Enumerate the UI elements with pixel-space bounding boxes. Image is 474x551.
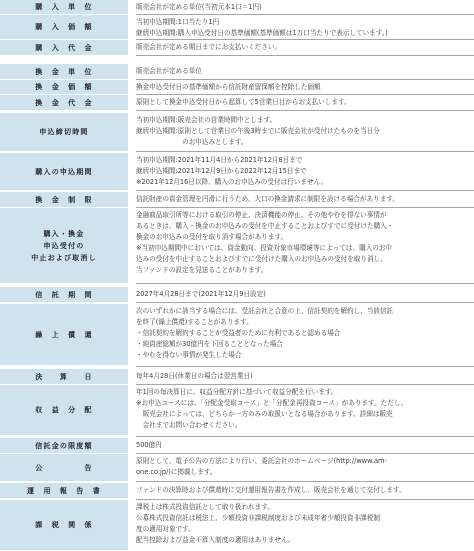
row-value: 信託財産の資金管理を円滑に行うため、大口の換金請求に制限を設ける場合があります。 bbox=[136, 195, 399, 203]
row-purchase-unit bbox=[0, 0, 474, 14]
row-management-report bbox=[0, 483, 474, 498]
divider bbox=[136, 481, 474, 482]
row-label: 換 金 価 額 bbox=[0, 80, 128, 94]
row-label: 購 入 単 位 bbox=[0, 0, 128, 14]
row-label: 公 告 bbox=[0, 454, 128, 481]
divider bbox=[136, 283, 474, 284]
divider bbox=[136, 94, 474, 95]
row-redemption-unit bbox=[0, 64, 474, 79]
row-value: 金融商品取引所等における取引の停止、決済機能の停止、その他やむを得ない事情が あるときは、購入・換金のお申込みの受付を中止することおよびすでに受付けた購入・ 換金のお申込みの受付を取り消す場合があります。 ※当初申込期間中においては、資金動向、投資対象市場環境等によっては、購入のお申 込みの受付を中止することおよびすでに受付けた購入のお申込みの受付を取り消し、 当ファンドの設定を見送ることがあります。 bbox=[136, 211, 394, 274]
row-label: 購 入 代 金 bbox=[0, 40, 128, 55]
row-label: 申込締切時間 bbox=[0, 113, 128, 151]
divider bbox=[136, 384, 474, 385]
row-early-redemption bbox=[0, 304, 474, 365]
divider bbox=[136, 366, 474, 367]
row-distribution bbox=[0, 385, 474, 435]
row-value: 換金申込受付日の基準価額から信託財産留保額を控除した価額 bbox=[136, 83, 321, 91]
row-value: ファンドの決算時および償還時に交付運用報告書を作成し、販売会社を通じて交付します。 bbox=[136, 486, 406, 494]
row-label: 換 金 代 金 bbox=[0, 95, 128, 110]
row-value: 原則として、電子公告の方法により行い、委託会社のホームページ(http://www.am- one.co.jp/)に掲載します。 bbox=[136, 457, 387, 476]
divider bbox=[136, 151, 474, 152]
row-redemption-payment bbox=[0, 95, 474, 110]
divider bbox=[136, 436, 474, 437]
row-label: 繰 上 償 還 bbox=[0, 304, 128, 365]
row-value: 2027年4月28日まで(2021年12月9日設定) bbox=[136, 290, 266, 298]
row-value: 販売会社が定める単位 bbox=[136, 67, 202, 75]
row-taxation bbox=[0, 500, 474, 550]
row-value: 年1回の毎決算日に、収益分配方針に基づいて収益分配を行います。 ※お申込コースには、「分配金受取コース」と「分配金再投資コース」があります。ただし、 販売会社によっては、どちらか一方のみの取扱いとなる場合があります。詳細は販売 会社までお問い合わせください。 bbox=[136, 388, 408, 429]
row-label: 信託金の限度額 bbox=[0, 438, 128, 453]
row-label: 決 算 日 bbox=[0, 369, 128, 384]
divider bbox=[136, 110, 474, 111]
divider bbox=[136, 55, 474, 56]
divider bbox=[136, 14, 474, 15]
divider bbox=[136, 39, 474, 40]
row-value: 原則として換金申込受付日から起算して5営業日目からお支払いします。 bbox=[136, 98, 351, 106]
row-label: 購 入 価 額 bbox=[0, 15, 128, 39]
row-redemption-limit bbox=[0, 192, 474, 207]
row-value: 当初申込期間:2021年11月4日から2021年12月8日まで 継続申込期間:2021年12月9日から2022年12月15日まで ※2021年12月16日以降、購入のお申込みの受付は行いません。 bbox=[136, 156, 328, 186]
row-public-notice bbox=[0, 454, 474, 481]
row-label: 課 税 関 係 bbox=[0, 500, 128, 550]
row-value: 販売会社が定める期日までにお支払いください。 bbox=[136, 43, 282, 51]
divider bbox=[136, 499, 474, 500]
row-trust-period bbox=[0, 287, 474, 302]
divider bbox=[136, 453, 474, 454]
row-purchase-price bbox=[0, 15, 474, 39]
row-label: 購入の申込期間 bbox=[0, 153, 128, 190]
row-closing-date bbox=[0, 369, 474, 384]
row-label: 運 用 報 告 書 bbox=[0, 483, 128, 498]
divider bbox=[136, 79, 474, 80]
row-value: 当初申込期間:販売会社の営業時間中とします。 継続申込期間:原則として営業日の午後3時までに販売会社が受付けたものを当日分 のお申込みとします。 bbox=[136, 116, 380, 146]
row-value: 毎年4月28日(休業日の場合は翌営業日) bbox=[136, 372, 253, 380]
row-trust-limit bbox=[0, 438, 474, 453]
divider bbox=[136, 302, 474, 303]
row-label: 購入・換金 申込受付の 中止および取消し bbox=[0, 208, 128, 283]
row-value: 次のいずれかに該当する場合には、受託会社と合意の上、信託契約を解約し、当該信託 を終了(繰上償還)することがあります。 ・信託契約を解約することが受益者のために有利であると認める場合 ・純資産総額が30億円を下回ることとなった場合 ・やむを得ない事情が発生した場合 bbox=[136, 307, 394, 359]
row-suspension bbox=[0, 208, 474, 283]
row-order-cutoff bbox=[0, 113, 474, 151]
row-redemption-price bbox=[0, 80, 474, 94]
row-purchase-payment bbox=[0, 40, 474, 55]
row-label: 換 金 制 限 bbox=[0, 192, 128, 207]
row-value: 課税上は株式投資信託として取り扱われます。 公募株式投資信託は税法上、少額投資非課税制度および未成年者少額投資非課税制 度の適用対象です。 配当控除および益金不算入制度の適用はありません。 bbox=[136, 503, 380, 544]
row-value: 500億円 bbox=[136, 441, 162, 449]
row-value: 当初申込期間:1口当たり1円 継続申込期間:購入申込受付日の基準価額(基準価額は1万口当たりで表示しています。) bbox=[136, 18, 388, 37]
row-value: 販売会社が定める単位(当初元本1口＝1円) bbox=[136, 3, 262, 11]
divider bbox=[136, 190, 474, 191]
row-label: 換 金 単 位 bbox=[0, 64, 128, 79]
row-label: 収 益 分 配 bbox=[0, 385, 128, 435]
divider bbox=[136, 207, 474, 208]
row-label: 信 託 期 間 bbox=[0, 287, 128, 302]
row-purchase-period bbox=[0, 153, 474, 190]
